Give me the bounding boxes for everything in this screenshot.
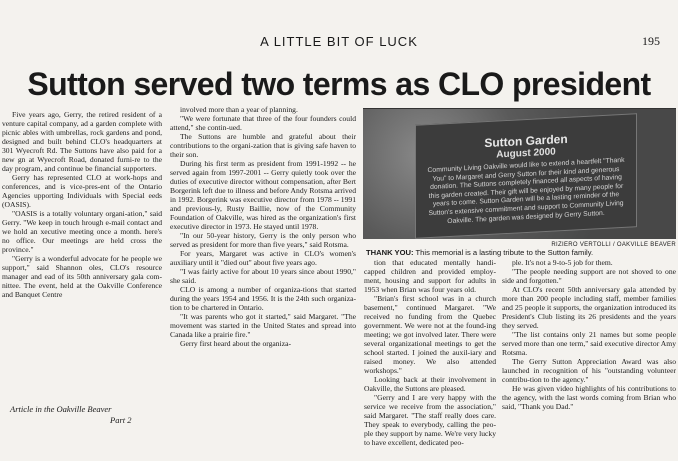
caption-line-1: Article in the Oakville Beaver	[10, 404, 112, 414]
paragraph: "Gerry is a wonderful advocate for he people we support," said Shannon oles, CLO's resource manager and ead of its 50th anniversary gala com-nittee. The event, held at the Oakville Conference and Banquet Centre	[2, 254, 162, 299]
paragraph: CLO is among a number of organiza-tions that started during the years 1954 and 1956. It is the 24th such organiza-tion to be chartered in Ontario.	[170, 285, 356, 312]
paragraph: "OASIS is a totally voluntary organi-ation," said Gerry. "We keep in touch hrough e-mail contact and we hold an xecutive meeting once a month. here's no office. Our meetings are held cross the province."	[2, 209, 162, 254]
paragraph: The Suttons are humble and grateful about their contributions to the organi-zation that is giving safe haven to their son.	[170, 132, 356, 159]
photo-caption	[366, 248, 666, 257]
plaque-photo	[363, 108, 676, 239]
plaque-date: August 2000	[496, 146, 556, 161]
running-header: A LITTLE BIT OF LUCK	[260, 34, 418, 49]
paragraph: For years, Margaret was active in CLO's women's auxiliary until it "died out" about five years ago.	[170, 249, 356, 267]
plaque-title: Sutton Garden	[484, 131, 568, 151]
paragraph: "Gerry and I are very happy with the service we receive from the association," said Margaret. "The staff really does care. They speak to everybody, calling the peo-ple they support by name. We're very lucky to have excellent, dedicated peo-	[364, 393, 496, 447]
plaque-inscription: Community Living Oakville would like to extend a heartfelt "Thank You" to Margaret and Gerry Sutton for their kind and generous donation. The Suttons completely financed all aspects of having this garden created. Their gift will be enjoyed by many people for years to come. Sutton Garden will be a lasting reminder of the Sutton's extensive commitment and support to Community Living Oakville. The garden was designed by Gerry Sutton.	[427, 156, 625, 225]
paragraph: He was given video highlights of his contributions to the agency, with the last words coming from Brian who said, "Thank you Dad."	[502, 384, 676, 411]
paragraph: involved more than a year of planning.	[180, 105, 298, 114]
paragraph: tion that educated mentally handi-capped children and provided employ-ment, housing and support for adults in 1953 when Brian was four years old.	[364, 258, 496, 294]
article-column-3	[364, 258, 496, 458]
paragraph: Gerry has represented CLO at work-hops and conferences, and is vice-pres-ent of the Ontario Agencies upporting Individuals with Special eeds (OASIS).	[2, 173, 162, 209]
paragraph: Looking back at their involvement in Oakville, the Suttons are pleased.	[364, 375, 496, 393]
paragraph: "I was fairly active for about 10 years since about 1990," she said.	[170, 267, 356, 285]
memorial-plaque	[415, 113, 637, 239]
paragraph: "The people needing support are not shoved to one side and forgotten."	[502, 267, 676, 285]
paragraph: The Gerry Sutton Appreciation Award was also launched in recognition of his "outstanding volunteer contribu-tion to the agency."	[502, 357, 676, 384]
article-column-4	[502, 258, 676, 458]
paragraph: "In our 50-year history, Gerry is the only person who served as president for more than five years," said Rotsma.	[170, 231, 356, 249]
page-number: 195	[642, 34, 660, 48]
article-column-1	[2, 110, 162, 380]
photo-caption-text: This memorial is a lasting tribute to the Sutton family.	[413, 248, 594, 257]
headline: Sutton served two terms as CLO president	[27, 66, 651, 102]
article-column-2	[170, 105, 356, 457]
article-source-caption	[10, 404, 170, 426]
paragraph: Gerry first heard about the organiza-	[180, 339, 291, 348]
paragraph: "The list contains only 21 names but some people served more than one term," said executive director Amy Rotsma.	[502, 330, 676, 357]
paragraph: During his first term as president from 1991-1992 -- he served again from 1997-2001 -- Gerry quietly took over the duties of executive director without compensation, after Bert Borgerink left due to illness and before Andy Rotsma arrived in 1992. Borgerink was executive director from 1978 -- 1991 and previous-ly, Rusty Baillie, now of the Community Foundation of Oakville, was hired as the organization's first executive director in 1973. He stayed until 1978.	[170, 159, 356, 231]
photo-credit: RIZIERO VERTOLLI / OAKVILLE BEAVER	[551, 242, 676, 248]
paragraph: "It was parents who got it started," said Margaret. "The movement was started in the United States and spread into Canada like a prairie fire."	[170, 312, 356, 339]
paragraph: "We were fortunate that three of the four founders could attend," she contin-ued.	[170, 114, 356, 132]
paragraph: "Brian's first school was in a church basement," continued Margaret. "We received no funding from the Quebec government. We were not at the found-ing meeting; we got involved later. There were several organizational meetings to get the school started. I joined the auxil-iary and raised money. We also attended workshops."	[364, 294, 496, 375]
paragraph: ple. It's not a 9-to-5 job for them.	[512, 258, 613, 267]
caption-line-2: Part 2	[110, 415, 132, 425]
paragraph: At CLO's recent 50th anniversary gala attended by more than 200 people including staff, member families and 25 people it supports, the organization introduced its President's Club listing its 26 presidents and the years they served.	[502, 285, 676, 330]
photo-caption-lead: THANK YOU:	[366, 248, 414, 257]
paragraph: Five years ago, Gerry, the retired resident of a venture capital company, ad a garden complete with picnic ables with umbrellas, rock gardens and pond, designed and built behind CLO's headquarters at 301 Wyecroft Rd. The Suttons have also paid for a new gn at Wyecroft Road, donated furni-re to the day program, and continue be financial supporters.	[2, 110, 162, 173]
